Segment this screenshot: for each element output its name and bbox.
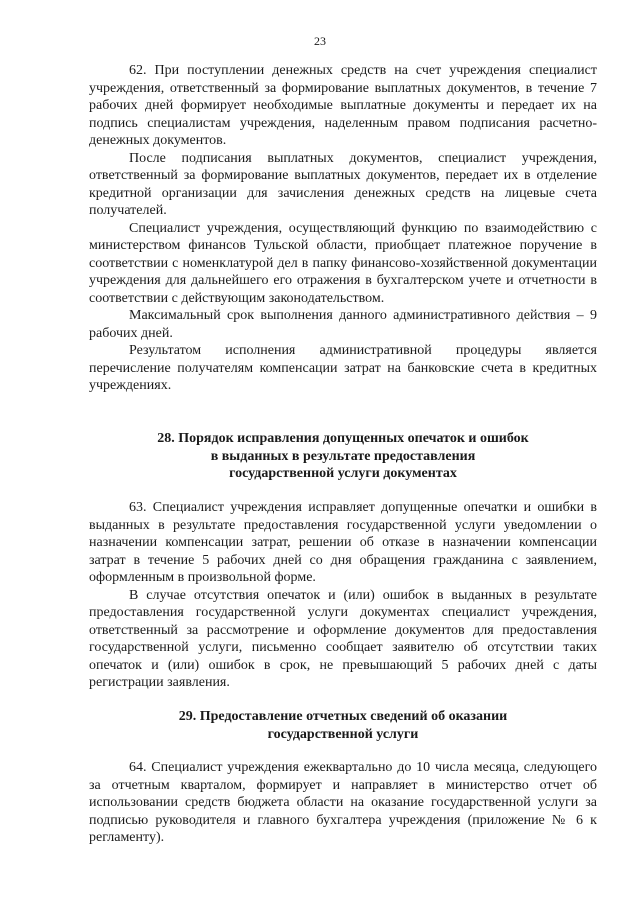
- paragraph: Максимальный срок выполнения данного административного действия – 9 рабочих дней.: [89, 308, 597, 341]
- heading-line: государственной услуги документах: [229, 466, 457, 481]
- heading-line: государственной услуги: [267, 726, 419, 742]
- paragraph: 62. При поступлении денежных средств на счет учреждения специалист учреждения, ответственный за формирование выплатных документов, в течение 7 рабочих дней формирует необходимые выплатные документы и передает их на подпись специалистам учреждения, наделенным правом подписания расчетно-денежных документов.: [89, 63, 597, 148]
- paragraph: Специалист учреждения, осуществляющий функцию по взаимодействию с министерством финансов Тульской области, приобщает платежное поручение в соответствии с номенклатурой дел в папку финансово-хозяйственной документации учреждения для дальнейшего его отражения в бухгалтерском учете и отчетности в соответствии с действующим законодательством.: [89, 220, 597, 306]
- paragraph: В случае отсутствия опечаток и (или) ошибок в выданных в результате предоставления государственной услуги документах специалист учреждения, ответственный за рассмотрение и оформление документов для предоставления государственной услуги, письменно сообщает заявителю об отсутствии таких опечаток и (или) ошибок в срок, не превышающий 5 рабочих дней с даты регистрации заявления.: [89, 587, 597, 690]
- section-62: [89, 62, 597, 395]
- paragraph: После подписания выплатных документов, специалист учреждения, ответственный за формирование выплатных документов, передает их в отделение кредитной организации для зачисления денежных средств на лицевые счета получателей.: [89, 150, 597, 218]
- section-63: [89, 499, 597, 692]
- paragraph: Результатом исполнения административной процедуры является перечисление получателям компенсации затрат на банковские счета в кредитных учреждениях.: [89, 343, 597, 393]
- section-heading-29: [89, 708, 597, 743]
- heading-line: в выданных в результате предоставления: [210, 448, 476, 464]
- section-heading-28: [89, 430, 597, 483]
- section-64: [89, 759, 597, 847]
- page-number: 23: [314, 34, 326, 48]
- paragraph: 64. Специалист учреждения ежеквартально до 10 числа месяца, следующего за отчетным кварталом, формирует и направляет в министерство отчет об использовании средств бюджета области на оказание государственной услуги за подписью руководителя и главного бухгалтера учреждения (приложение № 6 к регламенту).: [89, 760, 597, 845]
- paragraph: 63. Специалист учреждения исправляет допущенные опечатки и ошибки в выданных в результате предоставления государственной услуги уведомлении о назначении компенсации затрат, решении об отказе в назначении компенсации затрат в течение 5 рабочих дней со дня обращения гражданина с заявлением, оформленным в произвольной форме.: [89, 500, 597, 585]
- heading-line: 28. Порядок исправления допущенных опечаток и ошибок: [157, 431, 529, 446]
- heading-line: 29. Предоставление отчетных сведений об оказании: [178, 709, 508, 724]
